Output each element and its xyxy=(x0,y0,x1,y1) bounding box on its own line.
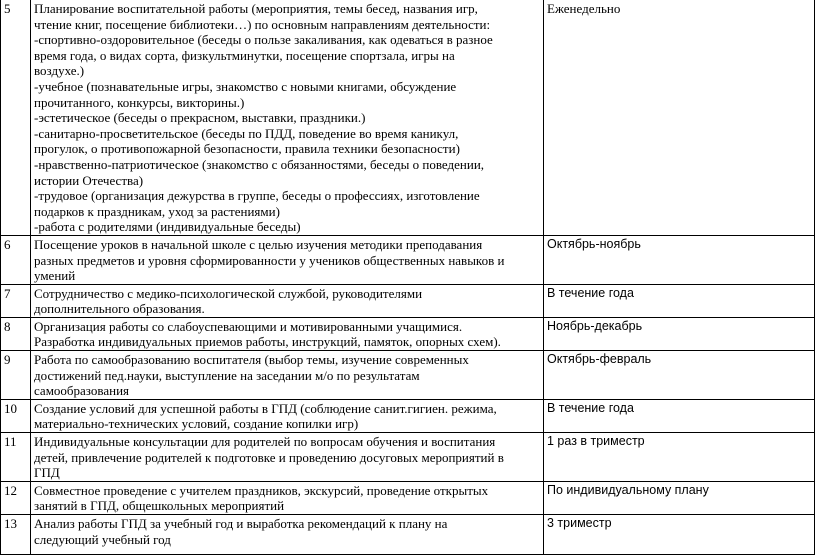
row-number: 6 xyxy=(1,235,31,284)
activity-line: воздухе.) xyxy=(34,63,85,79)
activity-line: время года, о видах сорта, физкультминутки, посещение спортзала, игры на xyxy=(34,47,455,63)
activity-line: -учебное (познавательные игры, знакомство с новыми книгами, обсуждение xyxy=(34,78,457,94)
activity-line: прочитанного, конкурсы, викторины.) xyxy=(34,94,245,110)
activity-line: истории Отечества) xyxy=(34,172,144,188)
work-plan-body xyxy=(1,0,815,555)
row-number: 5 xyxy=(1,0,31,235)
row-number: 12 xyxy=(1,481,31,514)
table-row xyxy=(1,481,815,514)
activity-line: умений xyxy=(34,268,76,284)
row-number: 11 xyxy=(1,433,31,482)
activity-line: ГПД xyxy=(34,465,60,481)
activity-line: Анализ работы ГПД за учебный год и выработка рекомендаций к плану на xyxy=(34,516,448,531)
table-row xyxy=(1,284,815,317)
activity-line: занятий в ГПД, общешкольных мероприятий xyxy=(34,498,285,514)
activity-cell xyxy=(31,317,544,350)
period-cell: В течение года xyxy=(544,284,815,317)
activity-cell xyxy=(31,351,544,400)
period-cell: 3 триместр xyxy=(544,515,815,555)
activity-line: Работа по самообразованию воспитателя (выбор темы, изучение современных xyxy=(34,352,469,368)
activity-line: Разработка индивидуальных приемов работы, инструкций, памяток, опорных схем). xyxy=(34,334,501,350)
activity-line: подарков к праздникам, уход за растениями) xyxy=(34,203,280,219)
activity-line: Сотрудничество с медико-психологической службой, руководителями xyxy=(34,285,423,301)
period-cell: Октябрь-февраль xyxy=(544,351,815,400)
row-number: 9 xyxy=(1,351,31,400)
activity-line: Посещение уроков в начальной школе с целью изучения методики преподавания xyxy=(34,236,483,252)
row-number: 13 xyxy=(1,515,31,555)
activity-line: Совместное проведение с учителем праздников, экскурсий, проведение открытых xyxy=(34,482,489,498)
activity-cell xyxy=(31,235,544,284)
activity-line: -эстетическое (беседы о прекрасном, выставки, праздники.) xyxy=(34,110,366,126)
period-cell: Еженедельно xyxy=(544,0,815,235)
period-cell: По индивидуальному плану xyxy=(544,481,815,514)
activity-line: разных предметов и уровня сформированности у учеников общественных навыков и xyxy=(34,252,505,268)
table-row xyxy=(1,317,815,350)
activity-line: Создание условий для успешной работы в ГПД (соблюдение санит.гигиен. режима, xyxy=(34,400,497,416)
activity-line: -спортивно-оздоровительное (беседы о пользе закаливания, как одеваться в разное xyxy=(34,32,493,48)
period-cell: Ноябрь-декабрь xyxy=(544,317,815,350)
activity-line: материально-технических условий, создание копилки игр) xyxy=(34,416,359,432)
activity-line: -работа с родителями (индивидуальные беседы) xyxy=(34,219,301,235)
activity-line: самообразования xyxy=(34,383,129,399)
table-row xyxy=(1,399,815,432)
activity-line: дополнительного образования. xyxy=(34,301,205,317)
activity-line: Индивидуальные консультации для родителей по вопросам обучения и воспитания xyxy=(34,434,496,450)
activity-line: детей, привлечение родителей к подготовке и проведению досуговых мероприятий в xyxy=(34,449,504,465)
table-row xyxy=(1,515,815,555)
period-cell: Октябрь-ноябрь xyxy=(544,235,815,284)
activity-cell xyxy=(31,0,544,235)
activity-line: Планирование воспитательной работы (мероприятия, темы бесед, названия игр, xyxy=(34,1,478,16)
table-row xyxy=(1,433,815,482)
period-cell: 1 раз в триместр xyxy=(544,433,815,482)
activity-line: достижений пед.науки, выступление на заседании м/о по результатам xyxy=(34,367,420,383)
activity-cell xyxy=(31,481,544,514)
period-cell: В течение года xyxy=(544,399,815,432)
activity-line: -трудовое (организация дежурства в группе, беседы о профессиях, изготовление xyxy=(34,188,480,204)
activity-line: Организация работы со слабоуспевающими и мотивированными учащимися. xyxy=(34,318,463,334)
activity-cell xyxy=(31,399,544,432)
activity-line: -нравственно-патриотическое (знакомство с обязанностями, беседы о поведении, xyxy=(34,156,485,172)
row-number: 10 xyxy=(1,399,31,432)
activity-line: следующий учебный год xyxy=(34,531,171,547)
activity-cell xyxy=(31,433,544,482)
activity-line: прогулок, о противопожарной безопасности, правила техники безопасности) xyxy=(34,141,460,157)
table-row xyxy=(1,235,815,284)
activity-line: чтение книг, посещение библиотеки…) по основным направлениям деятельности: xyxy=(34,16,491,32)
row-number: 8 xyxy=(1,317,31,350)
activity-cell xyxy=(31,284,544,317)
activity-cell xyxy=(31,515,544,555)
row-number: 7 xyxy=(1,284,31,317)
table-row xyxy=(1,0,815,235)
activity-line: -санитарно-просветительское (беседы по ПДД, поведение во время каникул, xyxy=(34,125,459,141)
table-row xyxy=(1,351,815,400)
